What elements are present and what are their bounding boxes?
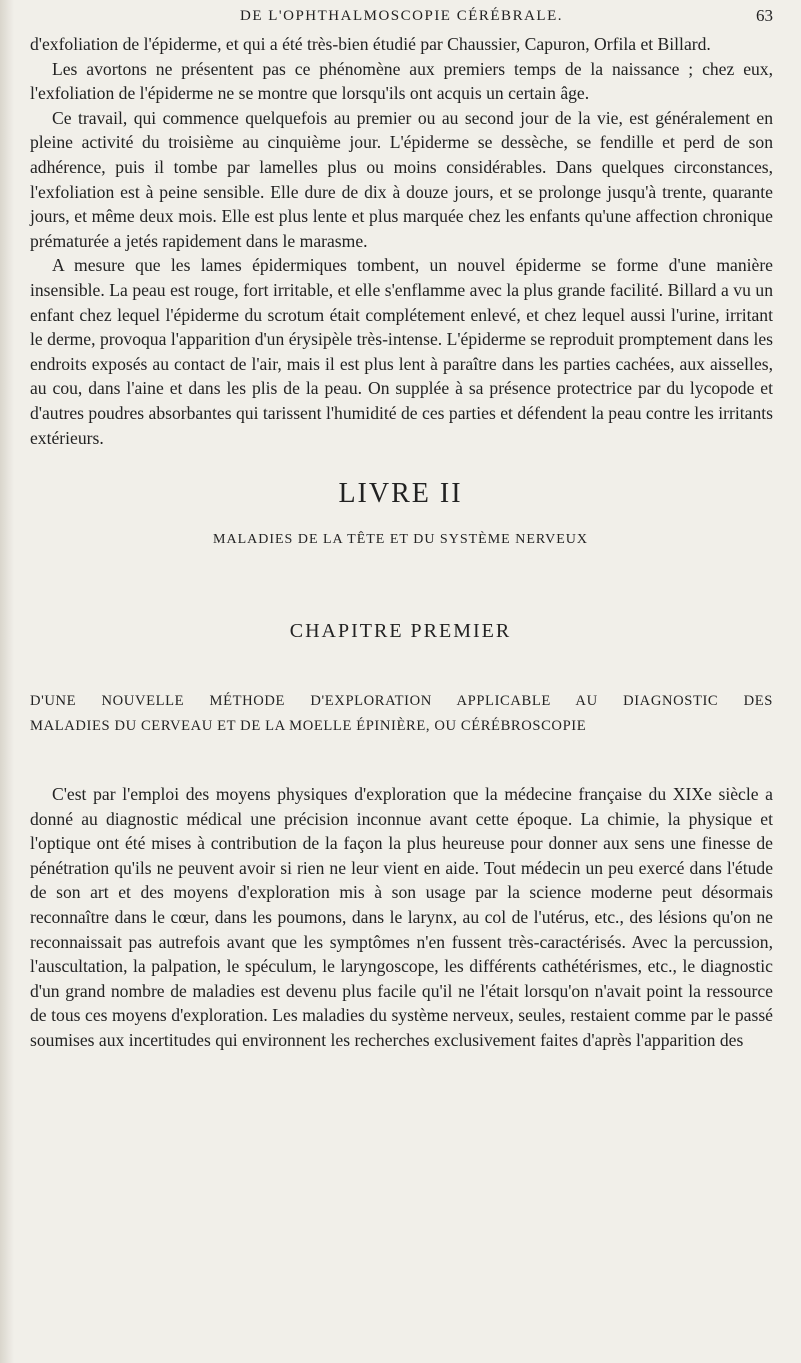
chapter-subtitle-line: D'UNE NOUVELLE MÉTHODE D'EXPLORATION APPLICABLE AU DIAGNOSTIC DES bbox=[30, 693, 773, 709]
page-edge-shadow bbox=[0, 0, 14, 1363]
paragraph: A mesure que les lames épidermiques tombent, un nouvel épiderme se forme d'une manière insensible. La peau est rouge, fort irritable, et elle s'enflamme avec la plus grande facilité. Billard a vu un enfant chez lequel l'épiderme du scrotum était complétement enlevé, et chez lequel aussi l'urine, irritant le derme, provoqua l'apparition d'un érysipèle très-intense. L'épiderme se reproduit promptement dans les endroits exposés au contact de l'air, mais il est plus lent à paraître dans les parties cachées, aux aisselles, au cou, dans l'aine et dans les plis de la peau. On supplée à sa présence protectrice par du lycopode et d'autres poudres absorbantes qui tarissent l'humidité de ces parties et défendent la peau contre les irritants extérieurs. bbox=[30, 255, 773, 448]
running-title: DE L'OPHTHALMOSCOPIE CÉRÉBRALE. bbox=[240, 8, 563, 24]
running-head bbox=[30, 4, 773, 34]
paragraph-continuation: d'exfoliation de l'épiderme, et qui a été très-bien étudié par Chaussier, Capuron, Orfila et Billard. bbox=[30, 34, 711, 54]
paragraph: Ce travail, qui commence quelquefois au premier ou au second jour de la vie, est généralement en pleine activité du troisième au cinquième jour. L'épiderme se dessèche, se fendille et perd de son adhérence, puis il tombe par lamelles plus ou moins considérables. Dans quelques circonstances, l'exfoliation est à peine sensible. Elle dure de dix à douze jours, et se prolonge jusqu'à trente, quarante jours, et même deux mois. Elle est plus lente et plus marquée chez les enfants qu'une affection chronique prématurée a jetés rapidement dans le marasme. bbox=[30, 107, 773, 251]
book-subtitle: MALADIES DE LA TÊTE ET DU SYSTÈME NERVEUX bbox=[213, 532, 588, 547]
page-number: 63 bbox=[756, 6, 773, 25]
chapter-subtitle bbox=[30, 689, 773, 739]
book-heading: LIVRE II bbox=[338, 478, 463, 509]
section-two-text bbox=[30, 782, 773, 1053]
paragraph: C'est par l'emploi des moyens physiques d'exploration que la médecine française du XIXe siècle a donné au diagnostic médical une précision inconnue avant cette époque. La chimie, la physique et l'optique ont été mises à contribution de la façon la plus heureuse pour donner aux sens une finesse de pénétration qu'ils ne peuvent avoir si rien ne leur vient en aide. Tout médecin un peu exercé dans l'étude de son art et des moyens d'exploration mis à son usage par la science moderne peut désormais reconnaître dans le cœur, dans les poumons, dans le larynx, au col de l'utérus, etc., des lésions qu'on ne reconnaissait pas autrefois avant que les symptômes n'en fussent très-caractérisés. Avec la percussion, l'auscultation, la palpation, le spéculum, le laryngoscope, les différents cathétérismes, etc., le diagnostic d'un grand nombre de maladies est devenu plus facile qu'il ne l'était lorsqu'on n'avait point la ressource de tous ces moyens d'exploration. Les maladies du système nerveux, seules, restaient comme par le passé soumises aux incertitudes qui environnent les recherches exclusivement faites d'après l'apparition des bbox=[30, 784, 773, 1050]
chapter-heading: CHAPITRE PREMIER bbox=[289, 620, 512, 642]
section-one-text bbox=[30, 32, 773, 450]
chapter-subtitle-line: MALADIES DU CERVEAU ET DE LA MOELLE ÉPINIÈRE, OU CÉRÉBROSCOPIE bbox=[30, 718, 587, 734]
paragraph: Les avortons ne présentent pas ce phénomène aux premiers temps de la naissance ; chez eux, l'exfoliation de l'épiderme ne se montre que lorsqu'ils ont acquis un certain âge. bbox=[30, 58, 773, 104]
